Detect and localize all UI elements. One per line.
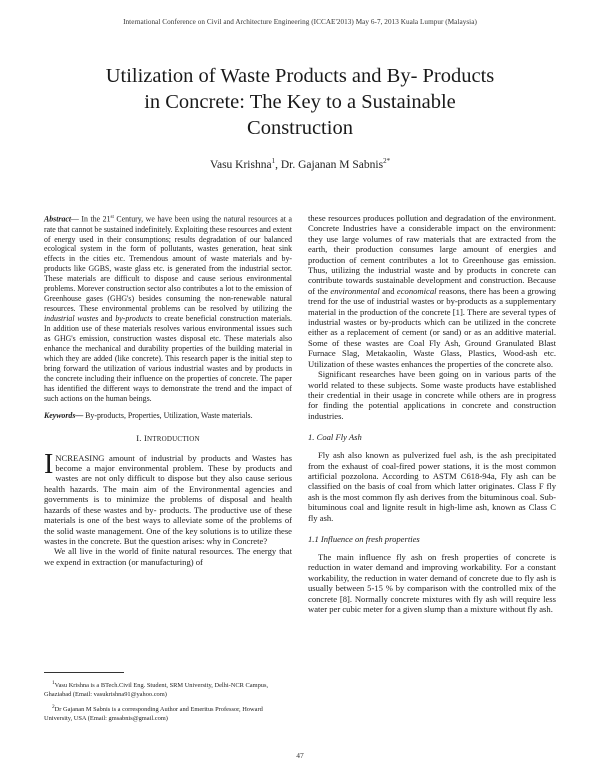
footnote-2-mark: 2 (52, 704, 55, 711)
left-column (44, 213, 292, 567)
title-line-3: Construction (247, 117, 353, 139)
footnote-2 (44, 703, 292, 723)
paper-title (40, 63, 560, 141)
right-em-economical: economical (396, 285, 437, 296)
subsection-heading-fresh-properties: 1.1 Influence on fresh properties (308, 533, 420, 544)
abstract-and: and (98, 314, 116, 324)
abstract-dash: — In the 21 (71, 214, 111, 224)
keywords (44, 411, 292, 421)
conference-header: International Conference on Civil and Architecture Engineering (ICCAE'2013) May 6-7, 2013 Kuala Lumpur (Malaysia) (123, 18, 477, 26)
right-paragraph-2: Significant researches have been going on in various parts of the world related to these subjects. Some waste products have established their credential in their usage in concrete while others are in progress for finding the potential applications in concrete and construction industries. (308, 369, 556, 421)
intro-paragraph-1 (44, 448, 292, 547)
right-paragraph-3: Fly ash also known as pulverized fuel ash, is the ash precipitated from the exhaust of coal-fired power stations, it is the most common artificial pozzolona. According to ASTM C618-94a, Fly ash can be classified on the basis of coal from which latter originates. Class F fly ash is the most common fly ash derives from the bituminous coal. Sub-bituminous coal and lignite result in high-lime ash, known as Class C fly ash. (308, 450, 556, 523)
abstract-text-2: to create beneficial construction materials. In addition use of these materials resolves various environmental issues such as GHG's emission, construction wastes disposal etc. These materials also enhance the mechanical and durability properties of the building material in which they are added (like concrete). This research paper is the initial step to bring forward the utilization of various industrial wastes and by products in the concrete including their influence on the properties of concrete. The paper has identified the different ways to demonstrate the trend and the impact of such actions on the human beings. (44, 314, 293, 403)
section-numeral: I. (136, 432, 144, 443)
right-column (308, 213, 556, 614)
author-2-affiliation: 2* (383, 157, 391, 165)
author-separator: , (275, 158, 281, 171)
right-and: and (379, 285, 397, 296)
footnote-1-mark: 1 (52, 680, 55, 686)
page-number: 47 (296, 751, 304, 760)
footnotes (44, 672, 292, 728)
author-list (0, 157, 600, 171)
author-2: Dr. Gajanan M Sabnis (280, 158, 384, 171)
section-heading-introduction (44, 433, 292, 443)
drop-cap: I (44, 448, 54, 480)
keywords-label: Keywords— (44, 410, 84, 420)
abstract-em-1: industrial wastes (44, 314, 99, 324)
abstract-em-2: by-products (115, 314, 153, 324)
right-para-1a: these resources produces pollution and degradation of the environment. Concrete Industries have a considerable impact on the environment: they use large volumes of raw materials that are extracted from the earth, their production consumes large amount of energies and production of cement contributes a lot to Greenhouse gas emission. Thus, utilizing the industrial waste and by products in concrete can contribute towards sustainable development and construction. Because of the (308, 213, 556, 296)
section-title-cap: I (143, 432, 147, 443)
author-1: Vasu Krishna (209, 158, 272, 171)
right-para-1b: reasons, there has been a growing trend for the use of industrial wastes or by-products as a supplementary material in the production of the concrete [1]. There are several types of industrial wastes or by-products which can be utilized in the concrete either as a replacement of cement (or sand) or as an additive material. Some of these wastes are Coal Fly Ash, Ground Granulated Blast Furnace Slag, Metakaolin, Waste Glass, Plastics, Wood-ash etc. Utilization of these wastes enhances the properties of the concrete also. (308, 285, 556, 369)
right-paragraph-1 (308, 213, 556, 369)
footnote-rule (44, 672, 124, 673)
section-title-rest: NTRODUCTION (146, 434, 200, 443)
footnote-2-text: Dr Gajanan M Sabnis is a corresponding Author and Emeritus Professor, Howard University, USA (Email: gmsabnis@gmail.com) (44, 706, 263, 723)
author-1-affiliation: 1 (271, 157, 276, 165)
right-em-environmental: environmental (330, 285, 380, 296)
intro-paragraph-1-text: NCREASING amount of industrial by products and Wastes has become a major environmental problem. These by products and wastes are not only difficult to dispose but they also cause serious health hazards. The main aim of the Environmental agencies and governments is to minimize the problems of disposal and health hazards of these wastes and by- products. The productive use of these materials is one of the best ways to alleviate some of the problems of the solid waste management. One of the key solutions is to utilize these wastes in the concrete. But the question arises: why in Concrete? (44, 452, 292, 546)
intro-paragraph-2: We all live in the world of finite natural resources. The energy that we expend in extraction (or manufacturing) of (44, 546, 292, 567)
title-line-1: Utilization of Waste Products and By- Products (105, 65, 495, 87)
title-line-2: in Concrete: The Key to a Sustainable (144, 91, 456, 113)
right-paragraph-4: The main influence fly ash on fresh properties of concrete is reduction in water demand and improving workability. For a constant workability, the reduction in water demand of concrete due to fly ash is usually between 5-15 % by comparison with the controlled mix of the concrete [8]. Normally concrete mixtures with fly ash will require less water per cubic meter for a given slump than a mixture without fly ash. (308, 551, 556, 614)
abstract-label: Abstract (44, 214, 72, 224)
abstract (44, 213, 292, 404)
keywords-text: By-products, Properties, Utilization, Waste materials. (83, 410, 253, 420)
subsection-heading-coal-fly-ash: 1. Coal Fly Ash (308, 432, 362, 443)
footnote-1-text: Vasu Krishna is a BTech.Civil Eng. Student, SRM University, Delhi-NCR Campus, Ghaziabad (Email: vasukrishna91@yahoo.com) (44, 682, 269, 698)
footnote-1 (44, 679, 292, 699)
abstract-st: st (110, 215, 114, 220)
abstract-text-1: Century, we have been using the natural resources at a rate that cannot be sustained indefinitely. Exploiting these resources and extent of energy used in their consumptions; results degradation of our balanced ecological system in the form of pollutants, wastes generation, heat sink effects in the cities etc. Tremendous amount of waste materials and by-products like GGBS, waste glass etc. is generated from the industrial sector. These materials are difficult to dispose and cause serious environmental problems. Morever construction sector also contributes a lot to the emission of Greenhouse gases (GHG's) besides consuming the non-renewable natural resources. These environmental problems can be resolved by utilizing the (44, 214, 292, 314)
